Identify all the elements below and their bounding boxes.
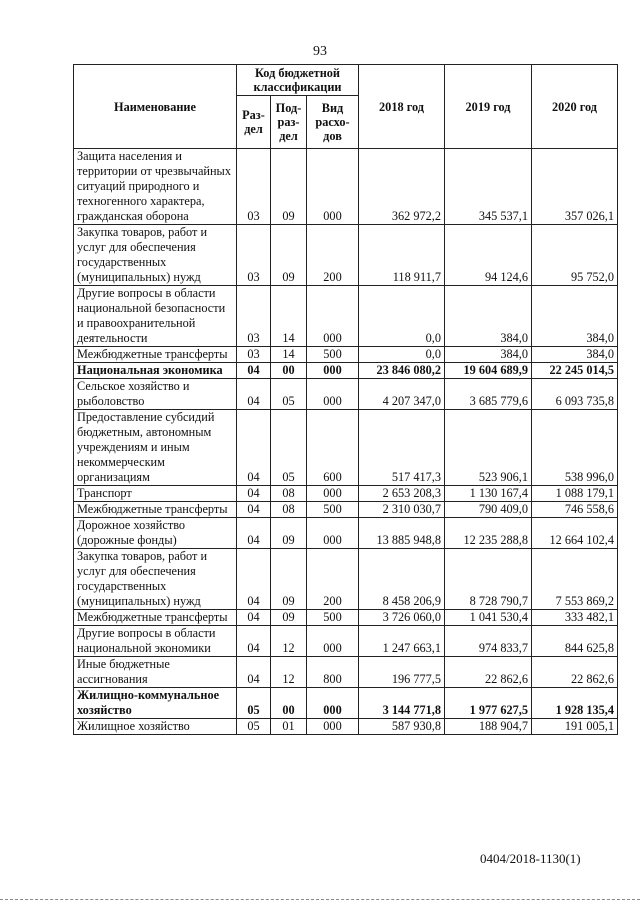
podrazdel-cell: 01 bbox=[271, 719, 307, 735]
table-row bbox=[74, 549, 618, 610]
budget-table bbox=[73, 64, 618, 735]
row-name-cell: Другие вопросы в области национальной экономики bbox=[74, 626, 237, 657]
table-row bbox=[74, 626, 618, 657]
row-name-cell: Жилищно-коммунальное хозяйство bbox=[74, 688, 237, 719]
razdel-cell: 04 bbox=[237, 518, 271, 549]
value-2019-cell: 1 130 167,4 bbox=[445, 486, 532, 502]
podrazdel-cell: 00 bbox=[271, 363, 307, 379]
page-bottom-border bbox=[0, 899, 640, 900]
header-code-group: Код бюджетной классификации bbox=[237, 65, 359, 96]
vid-rashodov-cell: 000 bbox=[307, 688, 359, 719]
header-razdel: Раз-дел bbox=[237, 96, 271, 149]
razdel-cell: 04 bbox=[237, 657, 271, 688]
value-2019-cell: 384,0 bbox=[445, 286, 532, 347]
row-name-cell: Межбюджетные трансферты bbox=[74, 502, 237, 518]
header-name: Наименование bbox=[74, 65, 237, 149]
table-row bbox=[74, 149, 618, 225]
podrazdel-cell: 09 bbox=[271, 610, 307, 626]
value-2020-cell: 6 093 735,8 bbox=[532, 379, 618, 410]
podrazdel-cell: 09 bbox=[271, 149, 307, 225]
value-2018-cell: 8 458 206,9 bbox=[359, 549, 445, 610]
value-2019-cell: 384,0 bbox=[445, 347, 532, 363]
value-2018-cell: 587 930,8 bbox=[359, 719, 445, 735]
value-2020-cell: 384,0 bbox=[532, 286, 618, 347]
header-vid-rashodov: Вид расхо-дов bbox=[307, 96, 359, 149]
razdel-cell: 03 bbox=[237, 225, 271, 286]
row-name-cell: Межбюджетные трансферты bbox=[74, 347, 237, 363]
value-2019-cell: 8 728 790,7 bbox=[445, 549, 532, 610]
value-2019-cell: 94 124,6 bbox=[445, 225, 532, 286]
razdel-cell: 05 bbox=[237, 688, 271, 719]
table-row bbox=[74, 657, 618, 688]
table-row bbox=[74, 410, 618, 486]
razdel-cell: 04 bbox=[237, 363, 271, 379]
table-row bbox=[74, 688, 618, 719]
vid-rashodov-cell: 500 bbox=[307, 502, 359, 518]
razdel-cell: 05 bbox=[237, 719, 271, 735]
table-body bbox=[74, 149, 618, 735]
value-2020-cell: 384,0 bbox=[532, 347, 618, 363]
vid-rashodov-cell: 600 bbox=[307, 410, 359, 486]
value-2018-cell: 3 726 060,0 bbox=[359, 610, 445, 626]
vid-rashodov-cell: 800 bbox=[307, 657, 359, 688]
value-2020-cell: 95 752,0 bbox=[532, 225, 618, 286]
value-2018-cell: 0,0 bbox=[359, 347, 445, 363]
razdel-cell: 04 bbox=[237, 379, 271, 410]
value-2019-cell: 345 537,1 bbox=[445, 149, 532, 225]
vid-rashodov-cell: 500 bbox=[307, 347, 359, 363]
table-row bbox=[74, 719, 618, 735]
podrazdel-cell: 05 bbox=[271, 410, 307, 486]
vid-rashodov-cell: 000 bbox=[307, 486, 359, 502]
podrazdel-cell: 08 bbox=[271, 486, 307, 502]
value-2019-cell: 523 906,1 bbox=[445, 410, 532, 486]
razdel-cell: 04 bbox=[237, 610, 271, 626]
value-2018-cell: 196 777,5 bbox=[359, 657, 445, 688]
razdel-cell: 03 bbox=[237, 149, 271, 225]
table-row bbox=[74, 502, 618, 518]
value-2020-cell: 7 553 869,2 bbox=[532, 549, 618, 610]
row-name-cell: Дорожное хозяйство (дорожные фонды) bbox=[74, 518, 237, 549]
vid-rashodov-cell: 000 bbox=[307, 379, 359, 410]
razdel-cell: 03 bbox=[237, 347, 271, 363]
razdel-cell: 04 bbox=[237, 486, 271, 502]
row-name-cell: Сельское хозяйство и рыболовство bbox=[74, 379, 237, 410]
podrazdel-cell: 12 bbox=[271, 657, 307, 688]
razdel-cell: 04 bbox=[237, 549, 271, 610]
value-2018-cell: 4 207 347,0 bbox=[359, 379, 445, 410]
razdel-cell: 03 bbox=[237, 286, 271, 347]
row-name-cell: Другие вопросы в области национальной безопасности и правоохранительной деятельности bbox=[74, 286, 237, 347]
value-2018-cell: 0,0 bbox=[359, 286, 445, 347]
vid-rashodov-cell: 500 bbox=[307, 610, 359, 626]
value-2020-cell: 22 245 014,5 bbox=[532, 363, 618, 379]
podrazdel-cell: 14 bbox=[271, 286, 307, 347]
value-2020-cell: 844 625,8 bbox=[532, 626, 618, 657]
row-name-cell: Жилищное хозяйство bbox=[74, 719, 237, 735]
table-row bbox=[74, 225, 618, 286]
value-2020-cell: 746 558,6 bbox=[532, 502, 618, 518]
podrazdel-cell: 09 bbox=[271, 518, 307, 549]
row-name-cell: Межбюджетные трансферты bbox=[74, 610, 237, 626]
row-name-cell: Защита населения и территории от чрезвычайных ситуаций природного и техногенного характера, гражданская оборона bbox=[74, 149, 237, 225]
header-2018: 2018 год bbox=[359, 65, 445, 149]
value-2020-cell: 1 928 135,4 bbox=[532, 688, 618, 719]
value-2018-cell: 23 846 080,2 bbox=[359, 363, 445, 379]
vid-rashodov-cell: 000 bbox=[307, 149, 359, 225]
value-2020-cell: 538 996,0 bbox=[532, 410, 618, 486]
podrazdel-cell: 08 bbox=[271, 502, 307, 518]
value-2018-cell: 1 247 663,1 bbox=[359, 626, 445, 657]
value-2019-cell: 3 685 779,6 bbox=[445, 379, 532, 410]
document-number: 0404/2018-1130(1) bbox=[480, 851, 581, 866]
vid-rashodov-cell: 200 bbox=[307, 549, 359, 610]
podrazdel-cell: 09 bbox=[271, 225, 307, 286]
value-2018-cell: 3 144 771,8 bbox=[359, 688, 445, 719]
row-name-cell: Транспорт bbox=[74, 486, 237, 502]
row-name-cell: Предоставление субсидий бюджетным, автономным учреждениям и иным некоммерческим организациям bbox=[74, 410, 237, 486]
vid-rashodov-cell: 000 bbox=[307, 518, 359, 549]
value-2020-cell: 357 026,1 bbox=[532, 149, 618, 225]
value-2018-cell: 2 310 030,7 bbox=[359, 502, 445, 518]
table-header bbox=[74, 65, 618, 149]
table-row bbox=[74, 486, 618, 502]
razdel-cell: 04 bbox=[237, 410, 271, 486]
row-name-cell: Закупка товаров, работ и услуг для обеспечения государственных (муниципальных) нужд bbox=[74, 549, 237, 610]
value-2019-cell: 790 409,0 bbox=[445, 502, 532, 518]
value-2018-cell: 362 972,2 bbox=[359, 149, 445, 225]
value-2020-cell: 22 862,6 bbox=[532, 657, 618, 688]
row-name-cell: Закупка товаров, работ и услуг для обеспечения государственных (муниципальных) нужд bbox=[74, 225, 237, 286]
podrazdel-cell: 14 bbox=[271, 347, 307, 363]
razdel-cell: 04 bbox=[237, 626, 271, 657]
table-row bbox=[74, 363, 618, 379]
value-2019-cell: 974 833,7 bbox=[445, 626, 532, 657]
value-2019-cell: 19 604 689,9 bbox=[445, 363, 532, 379]
podrazdel-cell: 12 bbox=[271, 626, 307, 657]
header-2019: 2019 год bbox=[445, 65, 532, 149]
row-name-cell: Иные бюджетные ассигнования bbox=[74, 657, 237, 688]
table-row bbox=[74, 379, 618, 410]
value-2020-cell: 191 005,1 bbox=[532, 719, 618, 735]
podrazdel-cell: 05 bbox=[271, 379, 307, 410]
value-2019-cell: 1 977 627,5 bbox=[445, 688, 532, 719]
value-2019-cell: 12 235 288,8 bbox=[445, 518, 532, 549]
vid-rashodov-cell: 000 bbox=[307, 626, 359, 657]
value-2018-cell: 13 885 948,8 bbox=[359, 518, 445, 549]
value-2019-cell: 188 904,7 bbox=[445, 719, 532, 735]
vid-rashodov-cell: 000 bbox=[307, 286, 359, 347]
podrazdel-cell: 09 bbox=[271, 549, 307, 610]
table-row bbox=[74, 610, 618, 626]
value-2018-cell: 2 653 208,3 bbox=[359, 486, 445, 502]
page-number: 93 bbox=[313, 44, 327, 59]
value-2018-cell: 118 911,7 bbox=[359, 225, 445, 286]
podrazdel-cell: 00 bbox=[271, 688, 307, 719]
vid-rashodov-cell: 000 bbox=[307, 363, 359, 379]
value-2020-cell: 12 664 102,4 bbox=[532, 518, 618, 549]
razdel-cell: 04 bbox=[237, 502, 271, 518]
header-2020: 2020 год bbox=[532, 65, 618, 149]
value-2019-cell: 22 862,6 bbox=[445, 657, 532, 688]
table-row bbox=[74, 286, 618, 347]
value-2019-cell: 1 041 530,4 bbox=[445, 610, 532, 626]
vid-rashodov-cell: 000 bbox=[307, 719, 359, 735]
table-row bbox=[74, 518, 618, 549]
value-2018-cell: 517 417,3 bbox=[359, 410, 445, 486]
vid-rashodov-cell: 200 bbox=[307, 225, 359, 286]
row-name-cell: Национальная экономика bbox=[74, 363, 237, 379]
header-podrazdel: Под-раз-дел bbox=[271, 96, 307, 149]
table-row bbox=[74, 347, 618, 363]
value-2020-cell: 333 482,1 bbox=[532, 610, 618, 626]
value-2020-cell: 1 088 179,1 bbox=[532, 486, 618, 502]
